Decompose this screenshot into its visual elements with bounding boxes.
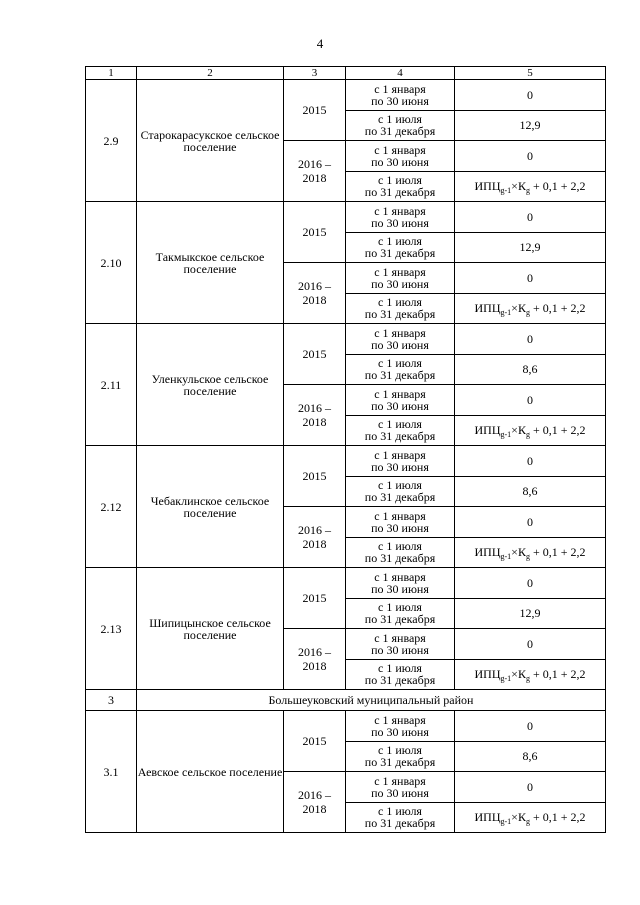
formula-text: ИПЦ — [474, 810, 501, 825]
table-row — [86, 202, 606, 233]
period-first-half — [346, 629, 455, 660]
year-range-line: 2016 – — [298, 401, 331, 415]
settlement-number: 2.13 — [86, 568, 137, 690]
value-cell: 0 — [455, 263, 606, 294]
value-cell: 0 — [455, 711, 606, 742]
period-first-half — [346, 772, 455, 803]
formula-subscript: g-1 — [500, 186, 512, 196]
year-range-line: 2018 — [302, 802, 327, 816]
formula-multiplier: ×К — [511, 667, 526, 682]
formula-text: ИПЦ — [474, 179, 501, 194]
formula-tail: + 0,1 + 2,2 — [529, 301, 586, 316]
period-second-half — [346, 293, 455, 324]
period-line: по 31 декабря — [364, 816, 436, 831]
tariff-table — [85, 66, 606, 833]
district-row — [86, 690, 606, 711]
settlement-name: Чебаклинское сельское поселение — [137, 446, 284, 568]
period-line: с 1 июля — [378, 743, 422, 758]
value-cell: 12,9 — [455, 232, 606, 263]
formula-text: ИПЦ — [474, 423, 501, 438]
table-row — [86, 446, 606, 477]
tariff-table-body — [86, 67, 606, 833]
formula-subscript: g — [525, 308, 530, 318]
period-line: с 1 января — [374, 712, 426, 727]
year-range-line: 2018 — [302, 415, 327, 429]
formula-subscript: g-1 — [500, 308, 512, 318]
period-line: по 30 июня — [371, 785, 429, 800]
year-cell: 2015 — [284, 80, 346, 141]
table-row — [86, 80, 606, 111]
district-number: 3 — [86, 690, 137, 711]
formula-subscript: g-1 — [500, 552, 512, 562]
year-range-line: 2016 – — [298, 645, 331, 659]
formula-subscript: g — [525, 674, 530, 684]
period-line: по 31 декабря — [364, 185, 436, 200]
value-cell: 0 — [455, 446, 606, 477]
period-line: по 31 декабря — [364, 612, 436, 627]
period-line: по 31 декабря — [364, 429, 436, 444]
header-cell: 3 — [284, 67, 346, 80]
period-first-half — [346, 711, 455, 742]
header-cell: 5 — [455, 67, 606, 80]
period-line: с 1 июля — [378, 661, 422, 676]
value-cell: 0 — [455, 568, 606, 599]
year-range-line: 2018 — [302, 171, 327, 185]
formula-tail: + 0,1 + 2,2 — [529, 667, 586, 682]
year-cell: 2015 — [284, 202, 346, 263]
period-line: с 1 июля — [378, 417, 422, 432]
period-second-half — [346, 537, 455, 568]
year-range-line: 2018 — [302, 659, 327, 673]
year-range-line: 2016 – — [298, 788, 331, 802]
formula-cell — [455, 415, 606, 446]
period-line: по 30 июня — [371, 154, 429, 169]
period-first-half — [346, 80, 455, 111]
formula-text: ИПЦ — [474, 301, 501, 316]
formula-multiplier: ×К — [511, 423, 526, 438]
period-line: по 30 июня — [371, 93, 429, 108]
value-cell: 12,9 — [455, 110, 606, 141]
settlement-number: 3.1 — [86, 711, 137, 833]
formula-text: ИПЦ — [474, 545, 501, 560]
formula-cell — [455, 293, 606, 324]
period-line: с 1 января — [374, 386, 426, 401]
formula-tail: + 0,1 + 2,2 — [529, 545, 586, 560]
header-cell: 4 — [346, 67, 455, 80]
value-cell: 8,6 — [455, 741, 606, 772]
period-second-half — [346, 232, 455, 263]
formula-subscript: g — [525, 186, 530, 196]
period-line: с 1 января — [374, 447, 426, 462]
period-second-half — [346, 415, 455, 446]
value-cell: 0 — [455, 385, 606, 416]
settlement-name: Шипицынское сельское поселение — [137, 568, 284, 690]
period-line: с 1 июля — [378, 295, 422, 310]
year-range-cell — [284, 141, 346, 202]
year-range-cell — [284, 385, 346, 446]
year-range-cell — [284, 772, 346, 833]
settlement-name: Такмыкское сельское поселение — [137, 202, 284, 324]
period-line: по 31 декабря — [364, 490, 436, 505]
period-second-half — [346, 659, 455, 690]
period-line: по 31 декабря — [364, 551, 436, 566]
period-line: с 1 июля — [378, 600, 422, 615]
formula-subscript: g-1 — [500, 430, 512, 440]
header-row — [86, 67, 606, 80]
period-line: по 31 декабря — [364, 673, 436, 688]
period-line: по 30 июня — [371, 215, 429, 230]
period-line: по 31 декабря — [364, 307, 436, 322]
settlement-number: 2.12 — [86, 446, 137, 568]
period-line: по 30 июня — [371, 642, 429, 657]
year-range-line: 2016 – — [298, 157, 331, 171]
value-cell: 8,6 — [455, 354, 606, 385]
value-cell: 0 — [455, 202, 606, 233]
period-line: с 1 января — [374, 203, 426, 218]
table-row — [86, 324, 606, 355]
year-range-cell — [284, 629, 346, 690]
period-first-half — [346, 202, 455, 233]
formula-tail: + 0,1 + 2,2 — [529, 810, 586, 825]
formula-cell — [455, 171, 606, 202]
period-line: с 1 января — [374, 142, 426, 157]
formula-subscript: g — [525, 552, 530, 562]
settlement-name: Аевское сельское поселение — [137, 711, 284, 833]
formula-subscript: g-1 — [500, 817, 512, 827]
year-cell: 2015 — [284, 446, 346, 507]
formula-tail: + 0,1 + 2,2 — [529, 179, 586, 194]
period-line: с 1 июля — [378, 539, 422, 554]
value-cell: 12,9 — [455, 598, 606, 629]
table-row — [86, 711, 606, 742]
year-cell: 2015 — [284, 711, 346, 772]
formula-multiplier: ×К — [511, 545, 526, 560]
value-cell: 0 — [455, 507, 606, 538]
period-line: по 30 июня — [371, 337, 429, 352]
period-line: с 1 июля — [378, 356, 422, 371]
district-name: Большеуковский муниципальный район — [137, 690, 606, 711]
settlement-name: Уленкульское сельское поселение — [137, 324, 284, 446]
period-line: с 1 января — [374, 264, 426, 279]
value-cell: 8,6 — [455, 476, 606, 507]
year-range-cell — [284, 507, 346, 568]
period-second-half — [346, 598, 455, 629]
year-range-line: 2018 — [302, 293, 327, 307]
formula-cell — [455, 802, 606, 833]
period-line: по 30 июня — [371, 724, 429, 739]
period-second-half — [346, 171, 455, 202]
period-first-half — [346, 507, 455, 538]
period-first-half — [346, 385, 455, 416]
period-line: с 1 июля — [378, 804, 422, 819]
formula-subscript: g-1 — [500, 674, 512, 684]
period-second-half — [346, 110, 455, 141]
settlement-number: 2.11 — [86, 324, 137, 446]
formula-text: ИПЦ — [474, 667, 501, 682]
period-line: по 31 декабря — [364, 124, 436, 139]
header-cell: 1 — [86, 67, 137, 80]
period-line: с 1 января — [374, 569, 426, 584]
year-range-line: 2018 — [302, 537, 327, 551]
period-line: с 1 января — [374, 508, 426, 523]
period-first-half — [346, 568, 455, 599]
value-cell: 0 — [455, 80, 606, 111]
period-line: по 30 июня — [371, 276, 429, 291]
period-line: по 31 декабря — [364, 246, 436, 261]
period-line: с 1 января — [374, 325, 426, 340]
settlement-name: Старокарасукское сельское поселение — [137, 80, 284, 202]
year-range-cell — [284, 263, 346, 324]
formula-multiplier: ×К — [511, 301, 526, 316]
period-line: по 31 декабря — [364, 368, 436, 383]
period-first-half — [346, 141, 455, 172]
period-line: с 1 июля — [378, 478, 422, 493]
period-line: по 30 июня — [371, 581, 429, 596]
period-first-half — [346, 324, 455, 355]
period-line: по 31 декабря — [364, 755, 436, 770]
period-line: с 1 января — [374, 630, 426, 645]
formula-tail: + 0,1 + 2,2 — [529, 423, 586, 438]
period-line: по 30 июня — [371, 520, 429, 535]
value-cell: 0 — [455, 324, 606, 355]
period-line: с 1 июля — [378, 234, 422, 249]
period-line: с 1 января — [374, 81, 426, 96]
period-second-half — [346, 802, 455, 833]
formula-multiplier: ×К — [511, 810, 526, 825]
formula-subscript: g — [525, 817, 530, 827]
period-second-half — [346, 741, 455, 772]
year-cell: 2015 — [284, 324, 346, 385]
period-first-half — [346, 263, 455, 294]
year-cell: 2015 — [284, 568, 346, 629]
value-cell: 0 — [455, 772, 606, 803]
formula-subscript: g — [525, 430, 530, 440]
formula-cell — [455, 659, 606, 690]
period-second-half — [346, 354, 455, 385]
formula-multiplier: ×К — [511, 179, 526, 194]
period-line: с 1 июля — [378, 112, 422, 127]
period-first-half — [346, 446, 455, 477]
page-number: 4 — [316, 36, 324, 51]
year-range-line: 2016 – — [298, 523, 331, 537]
header-cell: 2 — [137, 67, 284, 80]
formula-cell — [455, 537, 606, 568]
settlement-number: 2.9 — [86, 80, 137, 202]
period-line: по 30 июня — [371, 398, 429, 413]
value-cell: 0 — [455, 141, 606, 172]
period-line: с 1 июля — [378, 173, 422, 188]
year-range-line: 2016 – — [298, 279, 331, 293]
settlement-number: 2.10 — [86, 202, 137, 324]
period-line: с 1 января — [374, 773, 426, 788]
table-row — [86, 568, 606, 599]
value-cell: 0 — [455, 629, 606, 660]
period-second-half — [346, 476, 455, 507]
period-line: по 30 июня — [371, 459, 429, 474]
